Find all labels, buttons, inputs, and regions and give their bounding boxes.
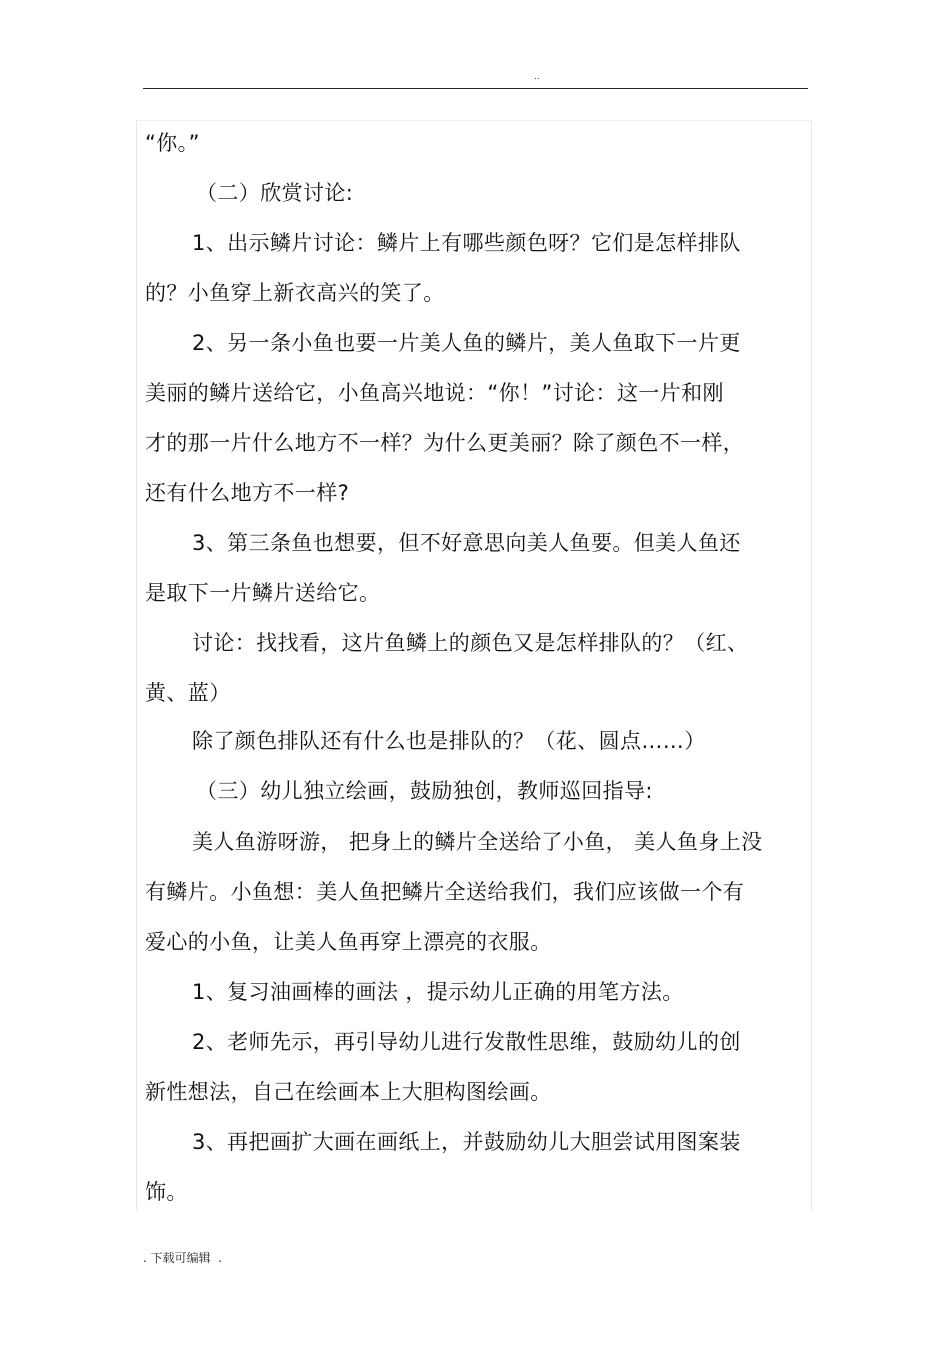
text-line: 2、另一条小鱼也要一片美人鱼的鳞片，美人鱼取下一片更: [192, 331, 741, 355]
section-heading: （三）幼儿独立绘画，鼓励独创，教师巡回指导:: [196, 779, 653, 803]
text-line: 1、出示鳞片讨论：鳞片上有哪些颜色呀？它们是怎样排队: [192, 231, 741, 255]
text-line: 3、再把画扩大画在画纸上，并鼓励幼儿大胆尝试用图案装: [192, 1130, 741, 1154]
text-line: 除了颜色排队还有什么也是排队的？（花、圆点……）: [192, 729, 706, 753]
text-line: 1、复习油画棒的画法 ，提示幼儿正确的用笔方法。: [192, 980, 684, 1004]
text-line: 2、老师先示，再引导幼儿进行发散性思维，鼓励幼儿的创: [192, 1030, 741, 1054]
text-line: 美丽的鳞片送给它，小鱼高兴地说：“你！”讨论：这一片和刚: [145, 381, 724, 405]
text-line: 黄、蓝）: [145, 681, 231, 705]
section-heading: （二）欣赏讨论:: [196, 181, 354, 205]
text-line: 饰。: [145, 1180, 188, 1204]
text-line: 讨论：找找看，这片鱼鳞上的颜色又是怎样排队的？（红、: [192, 631, 749, 655]
text-line: 还有什么地方不一样?: [145, 481, 350, 505]
header-mark: ..: [534, 72, 540, 82]
text-line: 美人鱼游呀游， 把身上的鳞片全送给了小鱼， 美人鱼身上没: [192, 830, 763, 854]
text-line: 才的那一片什么地方不一样？为什么更美丽？除了颜色不一样，: [145, 431, 745, 455]
text-line: 的？小鱼穿上新衣高兴的笑了。: [145, 281, 445, 305]
text-line: 3、第三条鱼也想要，但不好意思向美人鱼要。但美人鱼还: [192, 531, 741, 555]
text-line: 爱心的小鱼，让美人鱼再穿上漂亮的衣服。: [145, 930, 552, 954]
text-line: “你。”: [145, 131, 200, 155]
footer-note: . 下载可编辑 .: [143, 1251, 223, 1265]
text-line: 新性想法，自己在绘画本上大胆构图绘画。: [145, 1080, 552, 1104]
header-rule: [143, 88, 808, 89]
text-line: 是取下一片鳞片送给它。: [145, 581, 381, 605]
text-line: 有鳞片。小鱼想：美人鱼把鳞片全送给我们，我们应该做一个有: [145, 880, 745, 904]
